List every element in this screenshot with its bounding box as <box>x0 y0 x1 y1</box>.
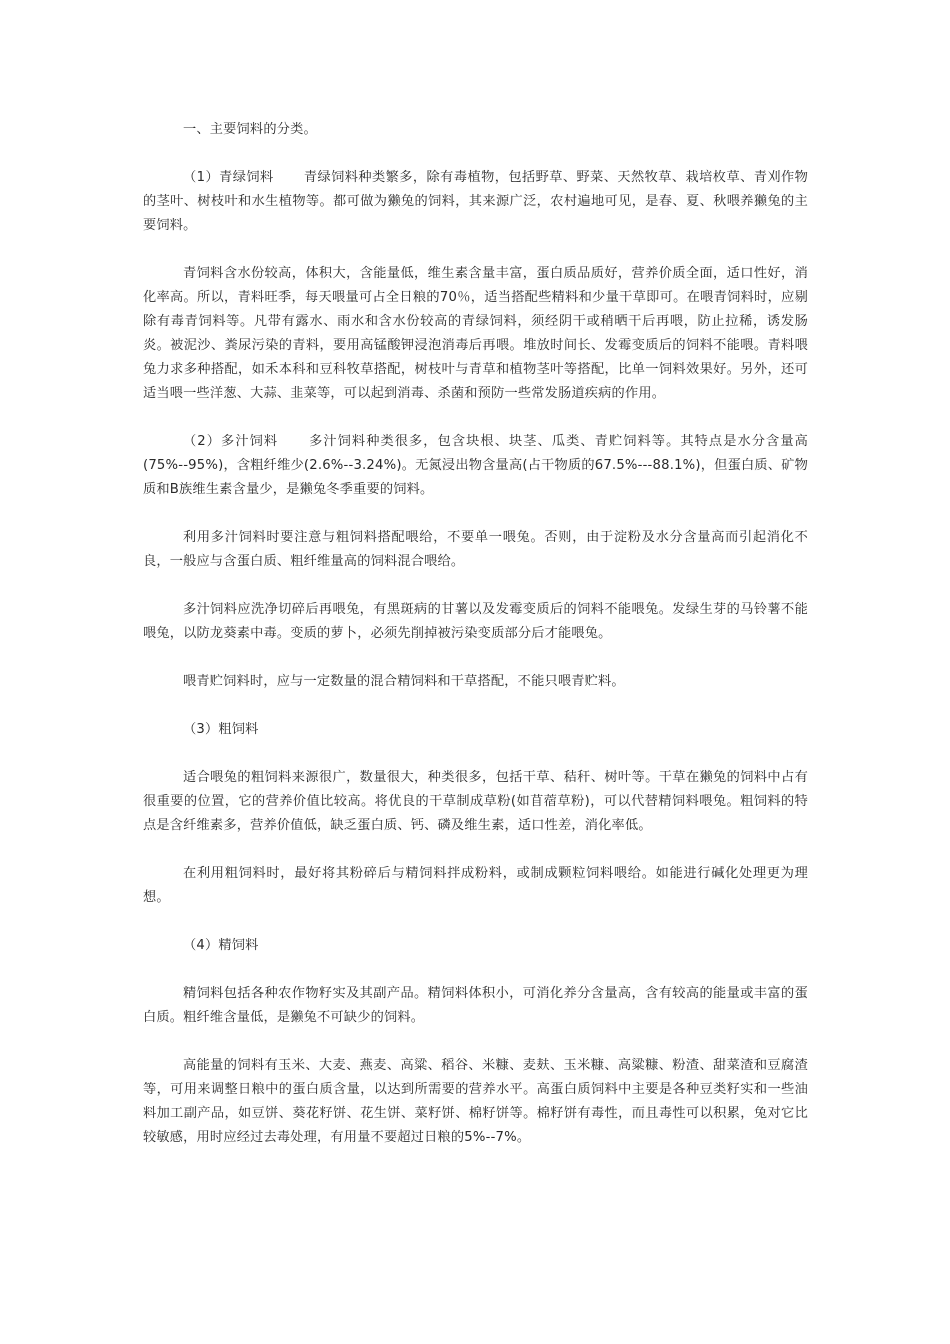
succulent-feed-intro-text: 多汁饲料种类很多，包含块根、块茎、瓜类、青贮饲料等。其特点是水分含量高(75%--95%)，含粗纤维少(2.6%--3.24%)。无氮浸出物含量高(占干物质的67.5%---88.1%)，但蛋白质、矿物质和B族维生素含量少，是獭兔冬季重要的饲料。 <box>143 434 808 497</box>
concentrate-heading: （4）精饲料 <box>183 938 259 953</box>
succulent-feed-heading: （2）多汁饲料 <box>183 434 279 449</box>
succulent-feed-paragraph-4: 喂青贮饲料时，应与一定数量的混合精饲料和干草搭配，不能只喂青贮料。 <box>183 674 625 689</box>
succulent-feed-intro-paragraph <box>143 430 808 502</box>
succulent-feed-paragraph-3: 多汁饲料应洗净切碎后再喂兔，有黑斑病的甘薯以及发霉变质后的饲料不能喂兔。发绿生芽的马铃薯不能喂兔，以防龙葵素中毒。变质的萝卜，必须先削掉被污染变质部分后才能喂兔。 <box>143 602 808 641</box>
roughage-heading: （3）粗饲料 <box>183 722 259 737</box>
green-feed-intro-paragraph <box>143 166 808 238</box>
green-feed-paragraph-2: 青饲料含水份较高，体积大，含能量低，维生素含量丰富，蛋白质品质好，营养价质全面，适口性好，消化率高。所以，青料旺季，每天喂量可占全日粮的70％，适当搭配些精料和少量干草即可。在喂青饲料时，应剔除有毒青饲料等。凡带有露水、雨水和含水份较高的青绿饲料，须经阴干或稍晒干后再喂，防止拉稀，诱发肠炎。被泥沙、粪尿污染的青料，要用高锰酸钾浸泡消毒后再喂。堆放时间长、发霉变质后的饲料不能喂。青料喂兔力求多种搭配，如禾本科和豆科牧草搭配，树枝叶与青草和植物茎叶等搭配，比单一饲料效果好。另外，还可适当喂一些洋葱、大蒜、韭菜等，可以起到消毒、杀菌和预防一些常发肠道疾病的作用。 <box>143 266 808 401</box>
roughage-paragraph-2: 在利用粗饲料时，最好将其粉碎后与精饲料拌成粉料，或制成颗粒饲料喂给。如能进行碱化处理更为理想。 <box>143 866 808 905</box>
concentrate-paragraph-2: 高能量的饲料有玉米、大麦、燕麦、高粱、稻谷、米糠、麦麸、玉米糠、高粱糠、粉渣、甜菜渣和豆腐渣等，可用来调整日粮中的蛋白质含量，以达到所需要的营养水平。高蛋白质饲料中主要是各种豆类籽实和一些油料加工副产品，如豆饼、葵花籽饼、花生饼、菜籽饼、棉籽饼等。棉籽饼有毒性，而且毒性可以积累，兔对它比较敏感，用时应经过去毒处理，有用量不要超过日粮的5%--7%。 <box>143 1058 808 1145</box>
succulent-feed-paragraph-2: 利用多汁饲料时要注意与粗饲料搭配喂给，不要单一喂兔。否则，由于淀粉及水分含量高而引起消化不良，一般应与含蛋白质、粗纤维量高的饲料混合喂给。 <box>143 530 808 569</box>
green-feed-heading: （1）青绿饲料 <box>183 170 274 185</box>
green-feed-intro-text: 青绿饲料种类繁多，除有毒植物，包括野草、野菜、天然牧草、栽培枚草、青刈作物的茎叶、树枝叶和水生植物等。都可做为獭兔的饲料，其来源广泛，农村遍地可见，是春、夏、秋喂养獭兔的主要饲料。 <box>143 170 808 233</box>
roughage-paragraph-1: 适合喂兔的粗饲料来源很广，数量很大，种类很多，包括干草、秸秆、树叶等。干草在獭兔的饲料中占有很重要的位置，它的营养价值比较高。将优良的干草制成草粉(如苜蓿草粉)，可以代替精饲料喂兔。粗饲料的特点是含纤维素多，营养价值低，缺乏蛋白质、钙、磷及维生素，适口性差，消化率低。 <box>143 770 808 833</box>
concentrate-paragraph-1: 精饲料包括各种农作物籽实及其副产品。精饲料体积小，可消化养分含量高，含有较高的能量或丰富的蛋白质。粗纤维含量低，是獭兔不可缺少的饲料。 <box>143 986 808 1025</box>
document-page <box>143 118 808 1174</box>
section-title: 一、主要饲料的分类。 <box>183 122 317 137</box>
